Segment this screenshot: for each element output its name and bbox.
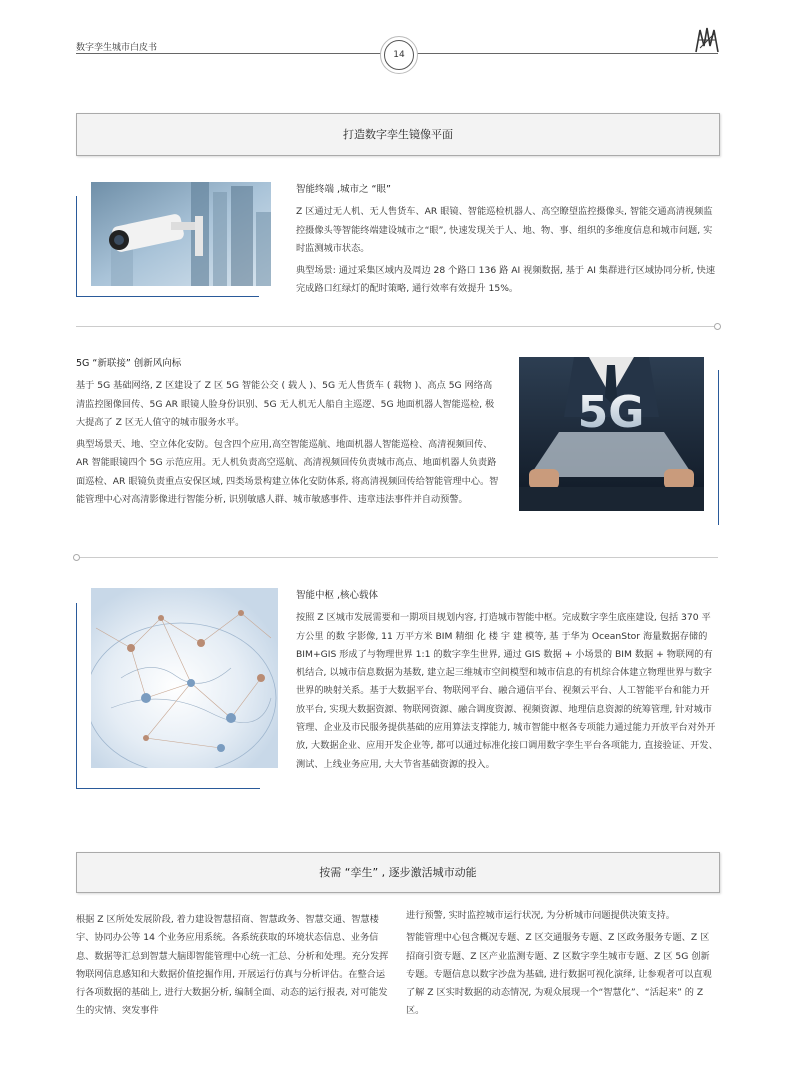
block1-heading: 智能终端 ,城市之 “眼” (296, 184, 391, 195)
divider-dot (73, 554, 80, 561)
5g-image-text: 5G (577, 387, 645, 438)
block2-paragraph-1: 基于 5G 基础网络, Z 区建设了 Z 区 5G 智能公交 ( 载人 )、5G 无人售货车 ( 载物 )、高点 5G 网络高清监控图像回传、5G AR 眼镜人脸身份识别、5G 无人机无人船自主巡逻、5G 地面机器人智能巡检, 极大提高了 Z 区无人值守的城市服务水平。 (76, 380, 495, 428)
camera-image (91, 182, 271, 286)
block2-heading: 5G “新联接” 创新风向标 (76, 358, 182, 369)
divider-dot (714, 323, 721, 330)
page-number: 14 (384, 40, 414, 70)
block2-paragraph-2: 典型场景天、地、空立体化安防。包含四个应用,高空智能巡航、地面机器人智能巡检、高清视频回传、AR 智能眼镜四个 5G 示范应用。无人机负责高空巡航、高清视频回传负责城市高点、地面机器人负责路面巡检、AR 眼镜负责重点安保区域, 四类场景构建立体化安防体系, 将高清视频回传给智能管理中心。智能管理中心对高清影像进行智能分析, 识别敏感人群、城市敏感事件、违章违法事件并自动预警。 (76, 439, 499, 506)
section-title-2: 按需 “孪生” , 逐步激活城市动能 (76, 852, 720, 893)
section-divider (76, 326, 718, 327)
bottom-left-paragraph: 根据 Z 区所处发展阶段, 着力建设智慧招商、智慧政务、智慧交通、智慧楼宇、协同办公等 14 个业务应用系统。各系统获取的环境状态信息、业务信息、数据等汇总到智慧大脑即智能管理中心统一汇总、分析和处理。充分发挥物联网信息感知和大数据价值挖掘作用, 开展运行仿真与分析评估。在整合运行各项数据的基础上, 进行大数据分析, 编制全面、动态的运行报表, 对可能发生的灾情、突发事件 (76, 914, 389, 1017)
bottom-right-column (406, 907, 718, 1025)
block1-paragraph-1: Z 区通过无人机、无人售货车、AR 眼镜、智能巡检机器人、高空瞭望监控摄像头, 智能交通高清视频监控摄像头等智能终端建设城市之“眼”, 快速发现关于人、地、物、事、组织的多维度信息和城市问题, 实时监测城市状态。 (296, 206, 713, 254)
block1-text (296, 181, 718, 303)
block3-heading: 智能中枢 ,核心载体 (296, 590, 379, 601)
bottom-right-paragraph-2: 智能管理中心包含概况专题、Z 区交通服务专题、Z 区政务服务专题、Z 区招商引资专题、Z 区产业监测专题、Z 区数字孪生城市专题、Z 区 5G 创新专题。专题信息以数字沙盘为基础, 进行数据可视化演绎, 让参观者可以直观了解 Z 区实时数据的动态情况, 为观众展现一个“智慧化”、“活起来” 的 Z 区。 (406, 932, 712, 1017)
block1-paragraph-2: 典型场景: 通过采集区域内及周边 28 个路口 136 路 AI 视频数据, 基于 AI 集群进行区域协同分析, 快速完成路口红绿灯的配时策略, 通行效率有效提升 15%。 (296, 265, 716, 295)
block3-paragraph-1: 按照 Z 区城市发展需要和一期项目规划内容, 打造城市智能中枢。完成数字孪生底座建设, 包括 370 平方公里 的数 字影像, 11 万平方米 BIM 精细 化 楼 宇 建 模等, 基 于华为 OceanStor 海量数据存储的 BIM+GIS 形成了与物理世界 1:1 的数字孪生世界, 通过 GIS 数据 + 小场景的 BIM 数据 + 物联网的有机结合, 以城市信息数据为基数, 建立起三维城市空间模型和城市信息的有机综合体建立物理世界与数字世界的映射关系。基于大数据平台、物联网平台、融合通信平台、视频云平台、人工智能平台和能力开放平台, 实现大数据资源、物联网资源、融合调度资源、视频资源、地理信息资源的统筹管理, 针对城市管理、企业及市民服务提供基础的应用算法支撑能力, 城市智能中枢各专项能力通过能力开放平台对外开放, 大数据企业、应用开发企业等, 都可以通过标准化接口调用数字孪生平台各项能力, 直接验证、开发、测试、上线业务应用, 大大节省基础资源的投入。 (296, 612, 718, 770)
block2-text (76, 355, 500, 513)
block3-text (296, 587, 718, 778)
section-divider (76, 557, 718, 558)
bottom-right-paragraph-1: 进行预警, 实时监控城市运行状况, 为分析城市问题提供决策支持。 (406, 910, 675, 921)
bottom-left-column (76, 911, 389, 1025)
5g-image (519, 357, 704, 511)
section-title-1: 打造数字孪生镜像平面 (76, 113, 720, 156)
logo-icon (694, 26, 720, 54)
globe-network-image (91, 588, 278, 768)
document-title: 数字孪生城市白皮书 (76, 43, 158, 53)
